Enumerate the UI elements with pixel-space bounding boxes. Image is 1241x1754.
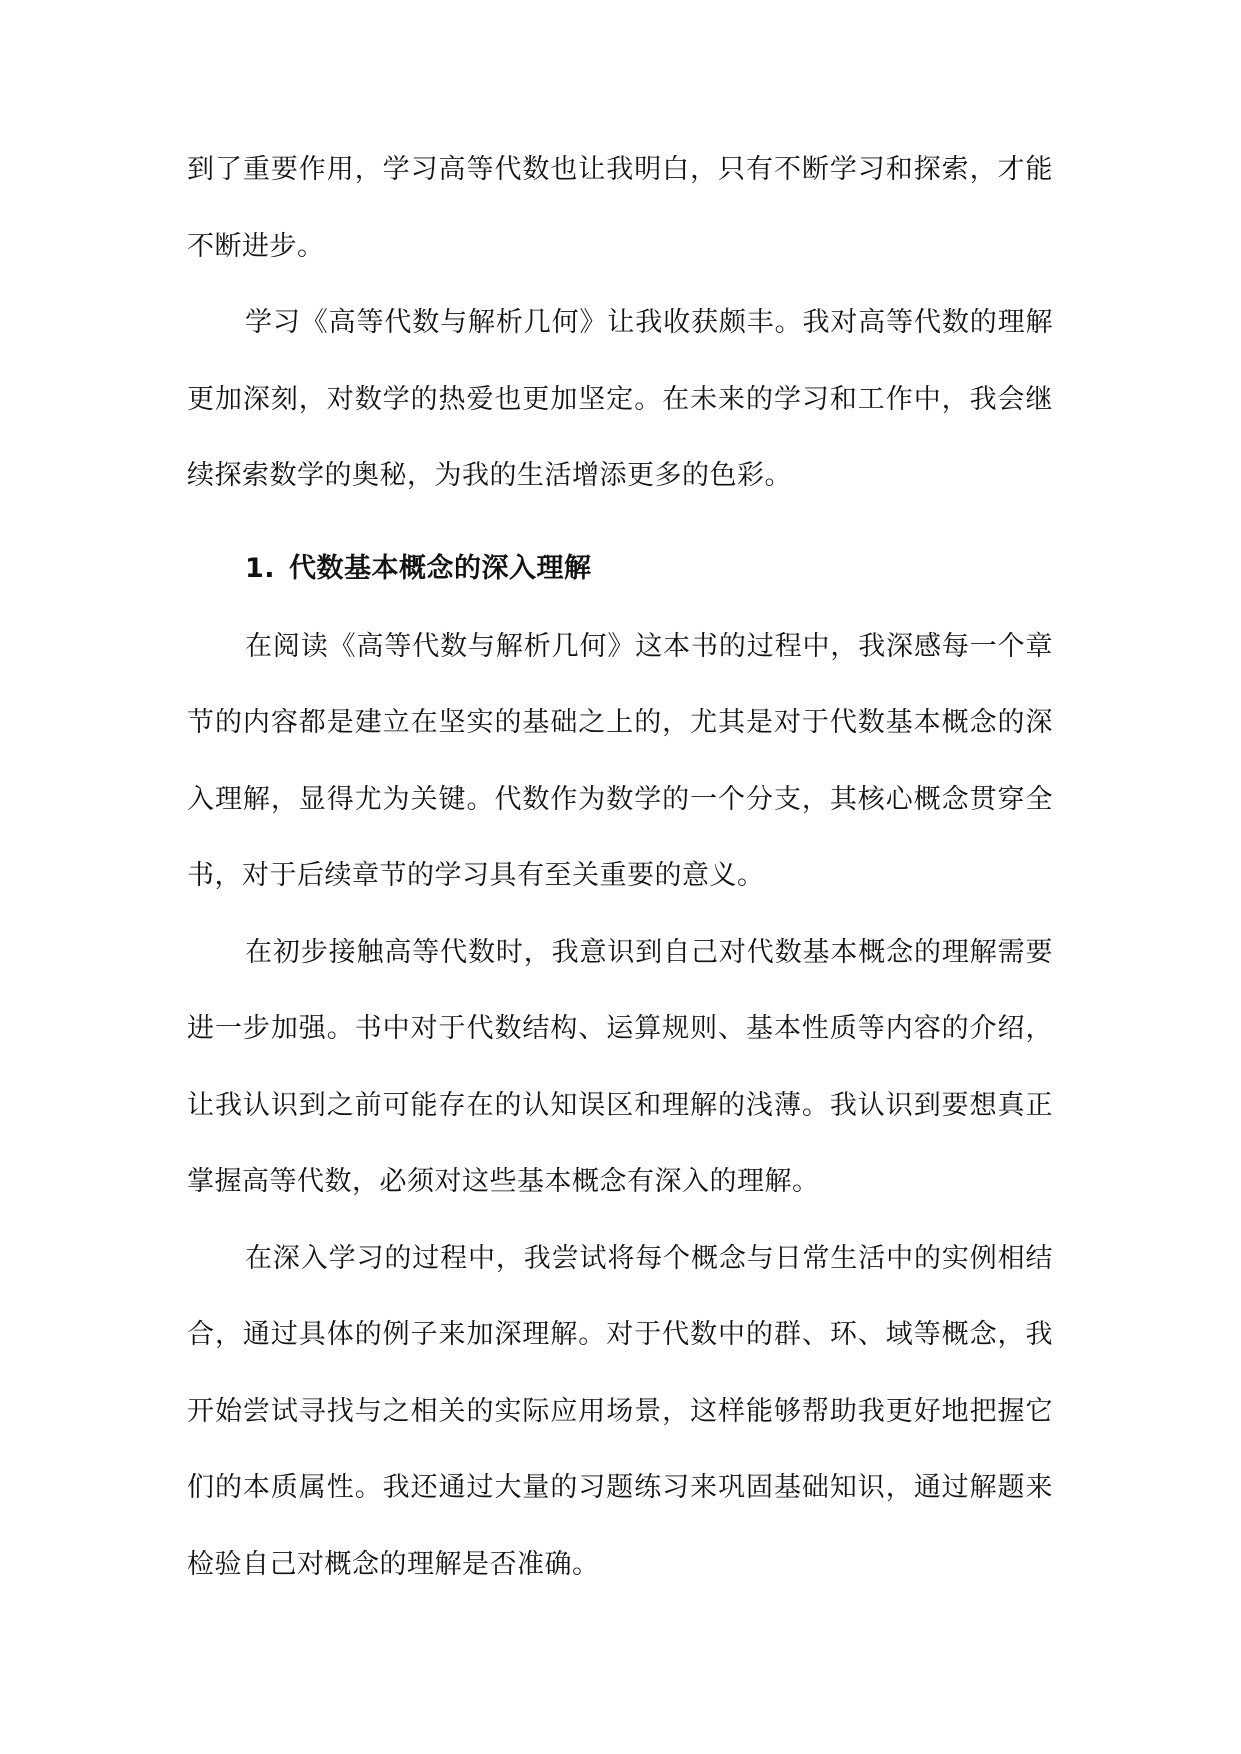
section-heading bbox=[187, 529, 1053, 609]
section-number: 1. bbox=[245, 552, 276, 584]
body-paragraph: 在阅读《高等代数与解析几何》这本书的过程中，我深感每一个章节的内容都是建立在坚实的基础之上的，尤其是对于代数基本概念的深入理解，显得尤为关键。代数作为数学的一个分支，其核心概念贯穿全书，对于后续章节的学习具有至关重要的意义。 bbox=[187, 630, 1053, 891]
body-paragraph: 在初步接触高等代数时，我意识到自己对代数基本概念的理解需要进一步加强。书中对于代数结构、运算规则、基本性质等内容的介绍，让我认识到之前可能存在的认知误区和理解的浅薄。我认识到要想真正掌握高等代数，必须对这些基本概念有深入的理解。 bbox=[187, 936, 1053, 1197]
section-title: 代数基本概念的深入理解 bbox=[289, 552, 592, 584]
summary-paragraph: 学习《高等代数与解析几何》让我收获颇丰。我对高等代数的理解更加深刻，对数学的热爱也更加坚定。在未来的学习和工作中，我会继续探索数学的奥秘，为我的生活增添更多的色彩。 bbox=[187, 307, 1053, 491]
body-paragraph: 在深入学习的过程中，我尝试将每个概念与日常生活中的实例相结合，通过具体的例子来加深理解。对于代数中的群、环、域等概念，我开始尝试寻找与之相关的实际应用场景，这样能够帮助我更好地把握它们的本质属性。我还通过大量的习题练习来巩固基础知识，通过解题来检验自己对概念的理解是否准确。 bbox=[187, 1242, 1053, 1580]
document-body bbox=[187, 132, 1053, 1603]
continued-paragraph: 到了重要作用，学习高等代数也让我明白，只有不断学习和探索，才能不断进步。 bbox=[187, 154, 1053, 262]
